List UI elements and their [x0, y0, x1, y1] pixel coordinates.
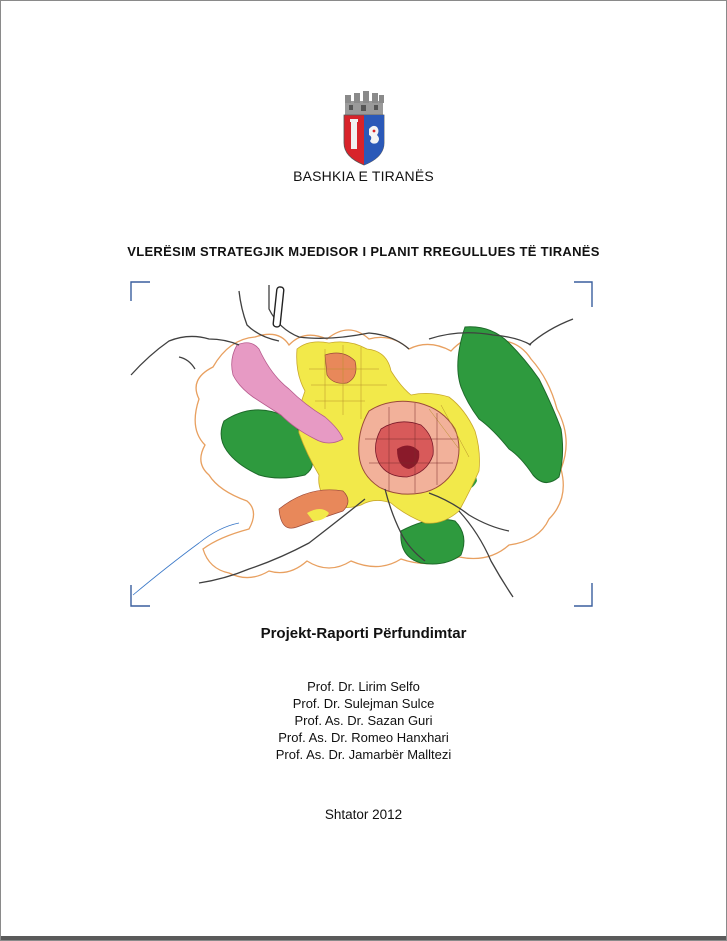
report-subtitle: Projekt-Raporti Përfundimtar: [260, 625, 467, 642]
author-name: Prof. Dr. Lirim Selfo: [307, 679, 420, 694]
author-list: [1, 678, 726, 763]
author-name: Prof. As. Dr. Sazan Guri: [294, 713, 433, 728]
author-name: Prof. As. Dr. Jamarbër Malltezi: [275, 747, 452, 762]
author-name: Prof. As. Dr. Romeo Hanxhari: [278, 730, 449, 745]
author-name: Prof. Dr. Sulejman Sulce: [292, 696, 435, 711]
tirana-master-plan-map: [129, 279, 595, 609]
page-bottom-border: [1, 936, 726, 940]
report-title: VLERËSIM STRATEGJIK MJEDISOR I PLANIT RREGULLUES TË TIRANËS: [127, 244, 600, 259]
organization-name: BASHKIA E TIRANËS: [293, 168, 434, 184]
tirana-coat-of-arms-icon: [339, 91, 389, 167]
report-date: Shtator 2012: [324, 807, 403, 822]
